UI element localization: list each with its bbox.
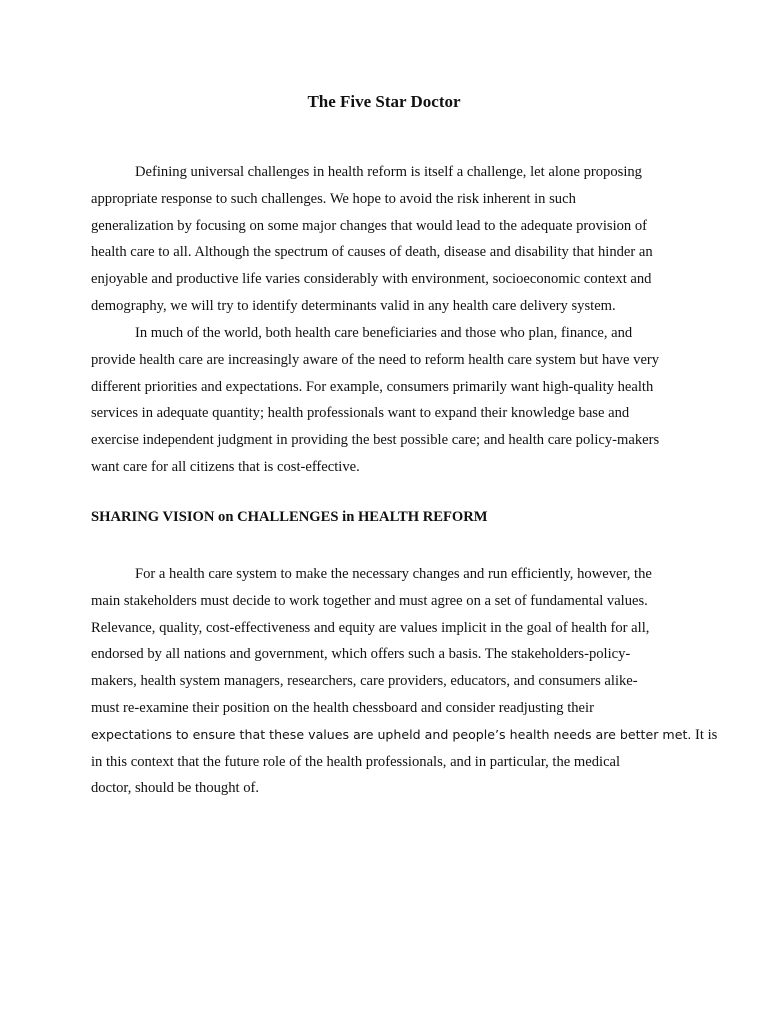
paragraph-line: endorsed by all nations and government, which offers such a basis. The stakeholders-policy- xyxy=(91,646,631,663)
paragraph-stakeholders xyxy=(91,320,681,481)
paragraph-line: in this context that the future role of the health professionals, and in particular, the medical xyxy=(91,753,621,770)
paragraph-line: doctor, should be thought of. xyxy=(91,780,260,797)
paragraph-line: appropriate response to such challenges. We hope to avoid the risk inherent in such xyxy=(91,190,576,207)
paragraph-line: want care for all citizens that is cost-effective. xyxy=(91,458,360,475)
paragraph-line: expectations to ensure that these values are upheld and people’s health needs are better met. It is xyxy=(91,726,718,743)
section-heading: SHARING VISION on CHALLENGES in HEALTH REFORM xyxy=(91,509,488,525)
paragraph-line: For a health care system to make the necessary changes and run efficiently, however, the xyxy=(135,566,652,582)
paragraph-line: demography, we will try to identify determinants valid in any health care delivery system. xyxy=(91,297,616,314)
paragraph-line: services in adequate quantity; health professionals want to expand their knowledge base and xyxy=(91,405,630,422)
paragraph-line: different priorities and expectations. For example, consumers primarily want high-quality health xyxy=(91,378,654,395)
paragraph-line: must re-examine their position on the health chessboard and consider readjusting their xyxy=(91,699,594,716)
paragraph-line: enjoyable and productive life varies considerably with environment, socioeconomic context and xyxy=(91,271,652,288)
paragraph-line: main stakeholders must decide to work together and must agree on a set of fundamental values. xyxy=(91,592,648,609)
paragraph-intro xyxy=(91,159,681,320)
paragraph-line: provide health care are increasingly aware of the need to reform health care system but have very xyxy=(91,351,660,368)
paragraph-line: generalization by focusing on some major changes that would lead to the adequate provision of xyxy=(91,217,648,234)
document-title: The Five Star Doctor xyxy=(307,92,461,111)
paragraph-line: health care to all. Although the spectrum of causes of death, disease and disability that hinder an xyxy=(91,244,653,261)
paragraph-line: makers, health system managers, researchers, care providers, educators, and consumers alike- xyxy=(91,673,638,690)
paragraph-line: In much of the world, both health care beneficiaries and those who plan, finance, and xyxy=(135,325,633,341)
paragraph-values xyxy=(91,561,718,802)
paragraph-line: Defining universal challenges in health reform is itself a challenge, let alone proposing xyxy=(135,164,642,180)
paragraph-line: exercise independent judgment in providing the best possible care; and health care policy-makers xyxy=(91,432,660,449)
paragraph-line: Relevance, quality, cost-effectiveness and equity are values implicit in the goal of health for all, xyxy=(91,619,650,636)
